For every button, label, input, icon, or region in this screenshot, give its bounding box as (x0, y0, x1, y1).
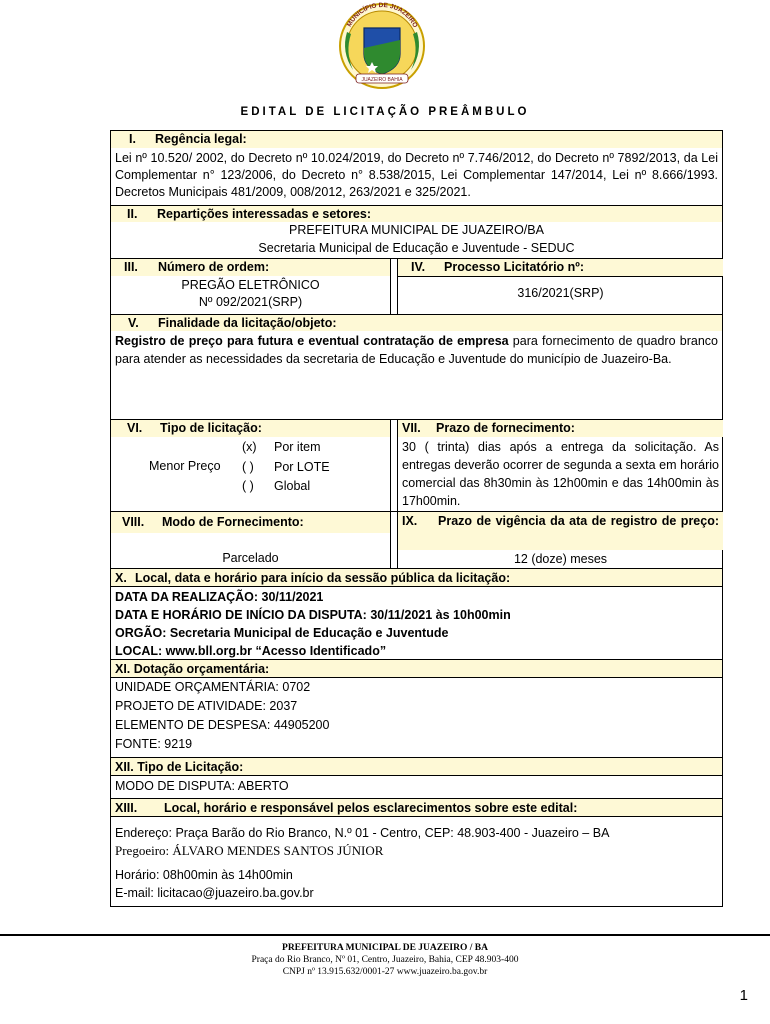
option-label: Por LOTE (274, 459, 330, 474)
section-13-header (111, 798, 722, 816)
department-secretariat: Secretaria Municipal de Educação e Juventude - SEDUC (258, 241, 575, 255)
checkbox-por-lote: ( ) (242, 459, 254, 474)
option-por-lote (242, 458, 330, 478)
municipal-seal-logo (327, 2, 437, 90)
section-7-header (398, 420, 723, 437)
order-process-row (111, 258, 722, 314)
dispute-mode: MODO DE DISPUTA: ABERTO (111, 775, 722, 797)
contact-address: Endereço: Praça Barão do Rio Branco, N.º 01 - Centro, CEP: 48.903-400 - Juazeiro – BA (115, 826, 610, 840)
budget-project: PROJETO DE ATIVIDADE: 2037 (115, 699, 298, 713)
footer-divider (0, 934, 770, 936)
section-7-label: Prazo de fornecimento: (436, 421, 575, 435)
order-number: Nº 092/2021(SRP) (198, 295, 303, 309)
section-5-header (111, 314, 722, 331)
section-5-number: V. (128, 316, 139, 330)
preamble-table (110, 130, 723, 907)
section-2-label: Repartições interessadas e setores: (157, 207, 371, 221)
section-6-label: Tipo de licitação: (160, 421, 262, 435)
session-organ: ORGÃO: Secretaria Municipal de Educação e Juventude (115, 626, 449, 640)
section-13-number: XIII. (115, 801, 138, 815)
page-number: 1 (739, 987, 748, 1004)
section-9-header (398, 512, 723, 550)
section-2-number: II. (127, 207, 138, 221)
seal-ribbon-text: JUAZEIRO BAHIA (361, 77, 403, 83)
section-13-label: Local, horário e responsável pelos esclarecimentos sobre este edital: (164, 801, 578, 815)
option-global (242, 477, 330, 497)
option-label: Global (274, 479, 311, 493)
page-footer (0, 942, 770, 978)
section-4-header (398, 259, 723, 276)
section-1-header (111, 131, 722, 148)
contact-hours: Horário: 08h00min às 14h00min (115, 868, 293, 882)
process-number-value: 316/2021(SRP) (517, 286, 604, 300)
supply-deadline-text: 30 ( trinta) dias após a entrega da solicitação. As entregas deverão ocorrer de segunda a sexta em horário comercial das 8h30min às 12h00min e das 14h00min às 17h00min. (402, 440, 719, 508)
checkbox-global: ( ) (242, 479, 254, 493)
section-9-number: IX. (402, 514, 418, 528)
supply-mode-value: Parcelado (222, 551, 279, 565)
footer-address: Praça do Rio Branco, Nº 01, Centro, Juazeiro, Bahia, CEP 48.903-400 (251, 955, 519, 965)
option-label: Por item (274, 440, 321, 454)
section-5-label: Finalidade da licitação/objeto: (158, 316, 337, 330)
option-por-item (242, 438, 330, 458)
session-details (111, 586, 722, 659)
section-1-number: I. (129, 132, 136, 146)
session-date: DATA DA REALIZAÇÃO: 30/11/2021 (115, 590, 324, 604)
bidding-type-options (242, 438, 330, 497)
checkbox-por-item: (x) (242, 440, 257, 454)
object-description-rest: para fornecimento de quadro branco para atender as necessidades da secretaria de Educação e Juventude do município de Juazeiro-Ba. (115, 334, 718, 366)
dispute-start: DATA E HORÁRIO DE INÍCIO DA DISPUTA: 30/11/2021 às 10h00min (115, 608, 511, 622)
section-6-header (111, 420, 390, 437)
section-9-label: Prazo de vigência da ata de registro de preço: (438, 514, 720, 528)
section-4-label: Processo Licitatório nº: (444, 260, 585, 274)
section-3-label: Número de ordem: (158, 260, 270, 274)
seal-top-text: MUNICÍPIO DE JUAZEIRO (345, 2, 419, 29)
section-6-number: VI. (127, 421, 143, 435)
budget-source: FONTE: 9219 (115, 737, 193, 751)
document-title: EDITAL DE LICITAÇÃO PREÂMBULO (240, 106, 530, 118)
budget-allocation (111, 677, 722, 757)
budget-unit: UNIDADE ORÇAMENTÁRIA: 0702 (115, 680, 311, 694)
section-8-label: Modo de Fornecimento: (162, 515, 304, 529)
section-3-number: III. (124, 260, 138, 274)
validity-value: 12 (doze) meses (513, 552, 608, 566)
object-description (111, 332, 722, 419)
order-type: PREGÃO ELETRÔNICO (181, 278, 320, 292)
mode-validity-row (111, 511, 722, 568)
legal-basis-text: Lei nº 10.520/ 2002, do Decreto nº 10.024/2019, do Decreto nº 7.746/2012, do Decreto nº 7892/2013, da Lei Complementar n° 123/2006, do Decreto n° 8.538/2015, Lei Complementar 147/2014, Lei nº 8.666/1993. Decretos Municipais 481/2009, 008/2012, 263/2021 e 325/2021. (115, 151, 718, 199)
bidding-criterion: Menor Preço (149, 459, 221, 473)
footer-title: PREFEITURA MUNICIPAL DE JUAZEIRO / BA (282, 943, 488, 953)
section-11-header: XI. Dotação orçamentária: (111, 659, 722, 677)
footer-cnpj: CNPJ nº 13.915.632/0001-27 www.juazeiro.ba.gov.br (282, 967, 488, 977)
section-1-label: Regência legal: (155, 132, 247, 146)
session-location: LOCAL: www.bll.org.br “Acesso Identificado” (115, 644, 387, 658)
section-8-header (111, 512, 390, 533)
section-8-number: VIII. (122, 515, 145, 529)
department-name: PREFEITURA MUNICIPAL DE JUAZEIRO/BA (289, 223, 544, 237)
section-12-header: XII. Tipo de Licitação: (111, 757, 722, 775)
section-10-label: Local, data e horário para início da sessão pública da licitação: (135, 571, 511, 585)
object-description-bold: Registro de preço para futura e eventual contratação de empresa (115, 334, 509, 348)
type-supply-row (111, 419, 722, 511)
section-7-number: VII. (402, 421, 421, 435)
section-10-header (111, 568, 722, 586)
contact-email: E-mail: licitacao@juazeiro.ba.gov.br (115, 886, 314, 900)
section-2-header (111, 205, 722, 222)
budget-element: ELEMENTO DE DESPESA: 44905200 (115, 718, 330, 732)
contact-pregoeiro: Pregoeiro: ÁLVARO MENDES SANTOS JÚNIOR (115, 843, 384, 858)
section-3-header (111, 259, 390, 276)
section-4-number: IV. (411, 260, 426, 274)
section-10-number: X. (115, 571, 127, 585)
clarification-contact (111, 816, 722, 908)
order-number-value (111, 277, 390, 311)
